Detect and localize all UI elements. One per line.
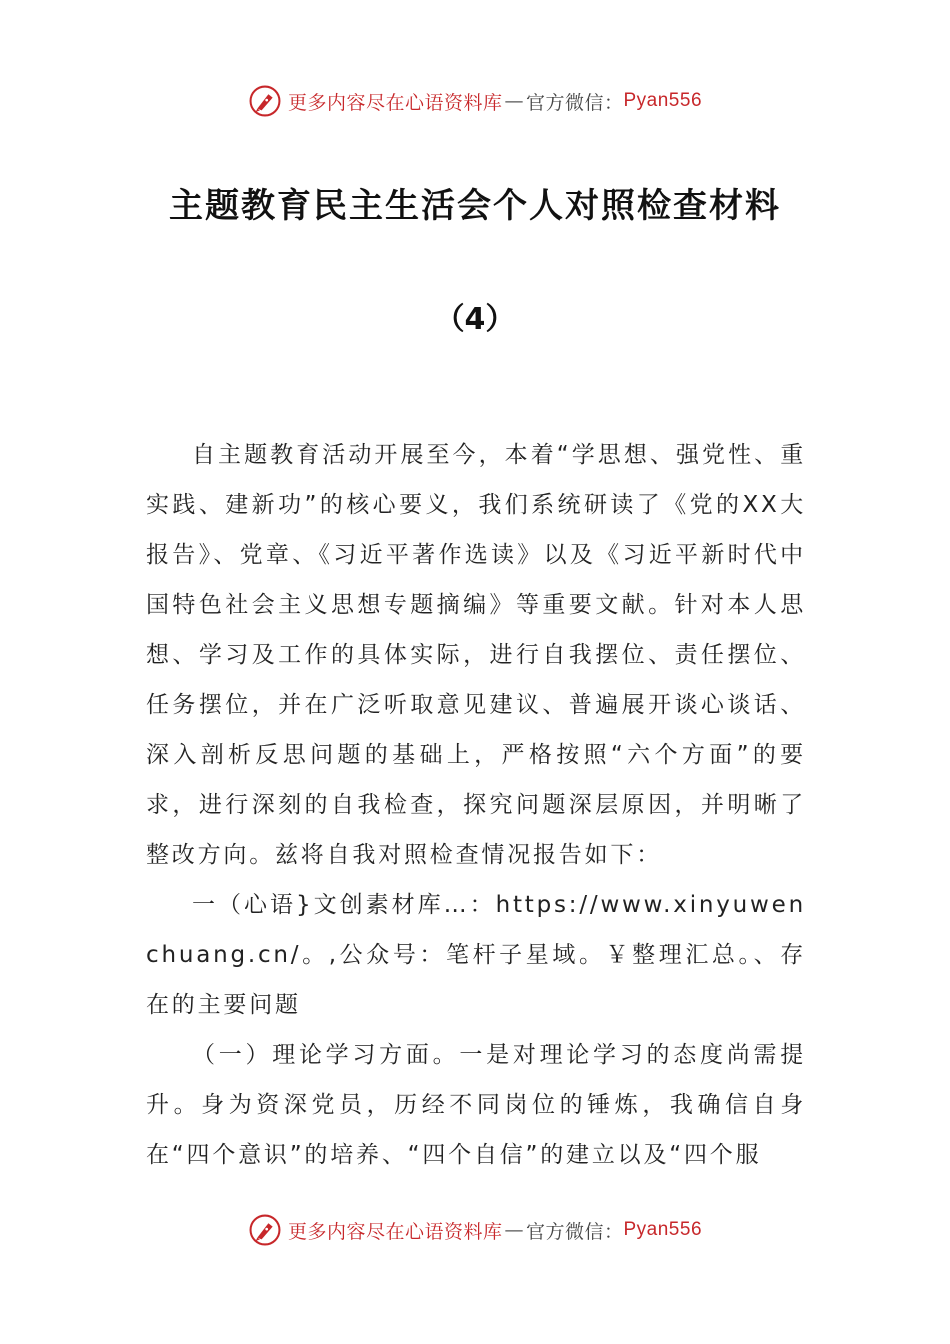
watermark-wechat-id: Pyan556 xyxy=(623,1219,703,1240)
watermark-dash: — xyxy=(504,1219,524,1241)
watermark-text: 更多内容尽在心语资料库 xyxy=(287,1220,503,1243)
watermark-wechat-id: Pyan556 xyxy=(623,90,703,111)
watermark-header xyxy=(0,84,950,118)
document-body xyxy=(146,430,806,1180)
body-paragraph: 一（心语}文创素材库…：https://www.xinyuwenchuang.cn/。,公众号：笔杆子星域。￥整理汇总。、存在的主要问题 xyxy=(146,892,806,1018)
watermark-dash: — xyxy=(504,90,524,112)
watermark-official-label: 官方微信： xyxy=(525,1220,624,1243)
watermark-official-label: 官方微信： xyxy=(525,91,624,114)
body-paragraph: 自主题教育活动开展至今，本着“学思想、强党性、重实践、建新功”的核心要义，我们系统研读了《党的XX大报告》、党章、《习近平著作选读》以及《习近平新时代中国特色社会主义思想专题摘编》等重要文献。针对本人思想、学习及工作的具体实际，进行自我摆位、责任摆位、任务摆位，并在广泛听取意见建议、普遍展开谈心谈话、深入剖析反思问题的基础上，严格按照“六个方面”的要求，进行深刻的自我检查，探究问题深层原因，并明晰了整改方向。兹将自我对照检查情况报告如下： xyxy=(146,442,806,868)
pen-nib-logo-icon xyxy=(248,1213,282,1247)
watermark-footer xyxy=(0,1213,950,1247)
watermark-text: 更多内容尽在心语资料库 xyxy=(287,91,503,114)
document-title: 主题教育民主生活会个人对照检查材料 xyxy=(169,186,781,226)
pen-nib-logo-icon xyxy=(248,84,282,118)
document-subtitle: （4） xyxy=(434,302,516,337)
body-paragraph: （一）理论学习方面。一是对理论学习的态度尚需提升。身为资深党员，历经不同岗位的锤炼，我确信自身在“四个意识”的培养、“四个自信”的建立以及“四个服 xyxy=(146,1042,806,1168)
